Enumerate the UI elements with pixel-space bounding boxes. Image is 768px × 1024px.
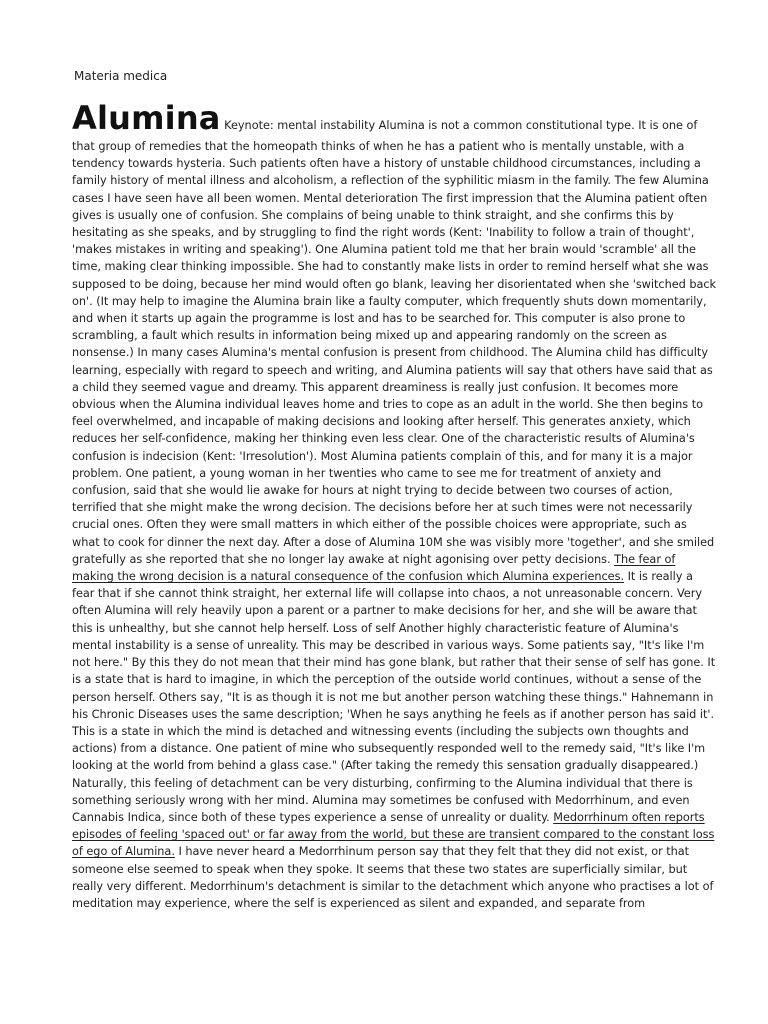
paragraph-segment-3: I have never heard a Medorrhinum person say that they felt that they did not exist, or that someone else seemed to speak when they spoke. It seems that these two states are superficially similar, but really very different. Medorrhinum's detachment is similar to the detachment which anyone who practises a lot of meditation may experience, where the self is experienced as silent and expanded, and separate from	[72, 845, 714, 910]
document-header: Materia medica	[74, 69, 168, 83]
underlined-passage-1: The fear of making the wrong decision is a natural consequence of the confusion which Alumina experiences.	[72, 552, 676, 584]
article-body	[72, 98, 718, 912]
underlined-passage-2: Medorrhinum often reports episodes of feeling 'spaced out' or far away from the world, but these are transient compared to the constant loss of ego of Alumina.	[72, 810, 715, 859]
article-title: Alumina	[72, 99, 221, 137]
paragraph-segment-1: Keynote: mental instability Alumina is not a common constitutional type. It is one of that group of remedies that the homeopath thinks of when he has a patient who is mentally unstable, with a tendency towards hysteria. Such patients often have a history of unstable childhood circumstances, including a family history of mental illness and alcoholism, a reflection of the syphilitic miasm in the family. The few Alumina cases I have seen have all been women. Mental deterioration The first impression that the Alumina patient often gives is usually one of confusion. She complains of being unable to think straight, and she confirms this by hesitating as she speaks, and by struggling to find the right words (Kent: 'Inability to follow a train of thought', 'makes mistakes in writing and speaking'). One Alumina patient told me that her brain would 'scramble' all the time, making clear thinking impossible. She had to constantly make lists in order to remind herself what she was supposed to be doing, because her mind would often go blank, leaving her disorientated when she 'switched back on'. (It may help to imagine the Alumina brain like a faulty computer, which frequently shuts down momentarily, and when it starts up again the programme is lost and has to be searched for. This computer is also prone to scrambling, a fault which results in information being mixed up and appearing randomly on the screen as nonsense.) In many cases Alumina's mental confusion is present from childhood. The Alumina child has difficulty learning, especially with regard to speech and writing, and Alumina patients will say that others have said that as a child they seemed vague and dreamy. This apparent dreaminess is really just confusion. It becomes more obvious when the Alumina individual leaves home and tries to cope as an adult in the world. She then begins to feel overwhelmed, and incapable of making decisions and looking after herself. This generates anxiety, which reduces her self-confidence, making her thinking even less clear. One of the characteristic results of Alumina's confusion is indecision (Kent: 'Irresolution'). Most Alumina patients complain of this, and for many it is a major problem. One patient, a young woman in her twenties who came to see me for treatment of anxiety and confusion, said that she would lie awake for hours at night trying to decide between two courses of action, terrified that she might make the wrong decision. The decisions before her at such times were not necessarily crucial ones. Often they were small matters in which either of the possible choices were appropriate, such as what to cook for dinner the next day. After a dose of Alumina 10M she was visibly more 'together', and she smiled gratefully as she reported that she no longer lay awake at night agonising over petty decisions.	[72, 119, 717, 566]
paragraph-segment-2: It is really a fear that if she cannot think straight, her external life will collapse into chaos, a not unreasonable concern. Very often Alumina will rely heavily upon a parent or a partner to make decisions for her, and she will be aware that this is unhealthy, but she cannot help herself. Loss of self Another highly characteristic feature of Alumina's mental instability is a sense of unreality. This may be described in various ways. Some patients say, "It's like I'm not here." By this they do not mean that their mind has gone blank, but rather that their sense of self has gone. It is a state that is hard to imagine, in which the perception of the outside world continues, without a sense of the person herself. Others say, "It is as though it is not me but another person watching these things." Hahnemann in his Chronic Diseases uses the same description; 'When he says anything he feels as if another person has said it'. This is a state in which the mind is detached and witnessing events (including the subjects own thoughts and actions) from a distance. One patient of mine who subsequently responded well to the remedy said, "It's like I'm looking at the world from behind a glass case." (After taking the remedy this sensation gradually disappeared.) Naturally, this feeling of detachment can be very disturbing, confirming to the Alumina individual that there is something seriously wrong with her mind. Alumina may sometimes be confused with Medorrhinum, and even Cannabis Indica, since both of these types experience a sense of unreality or duality.	[72, 570, 716, 824]
